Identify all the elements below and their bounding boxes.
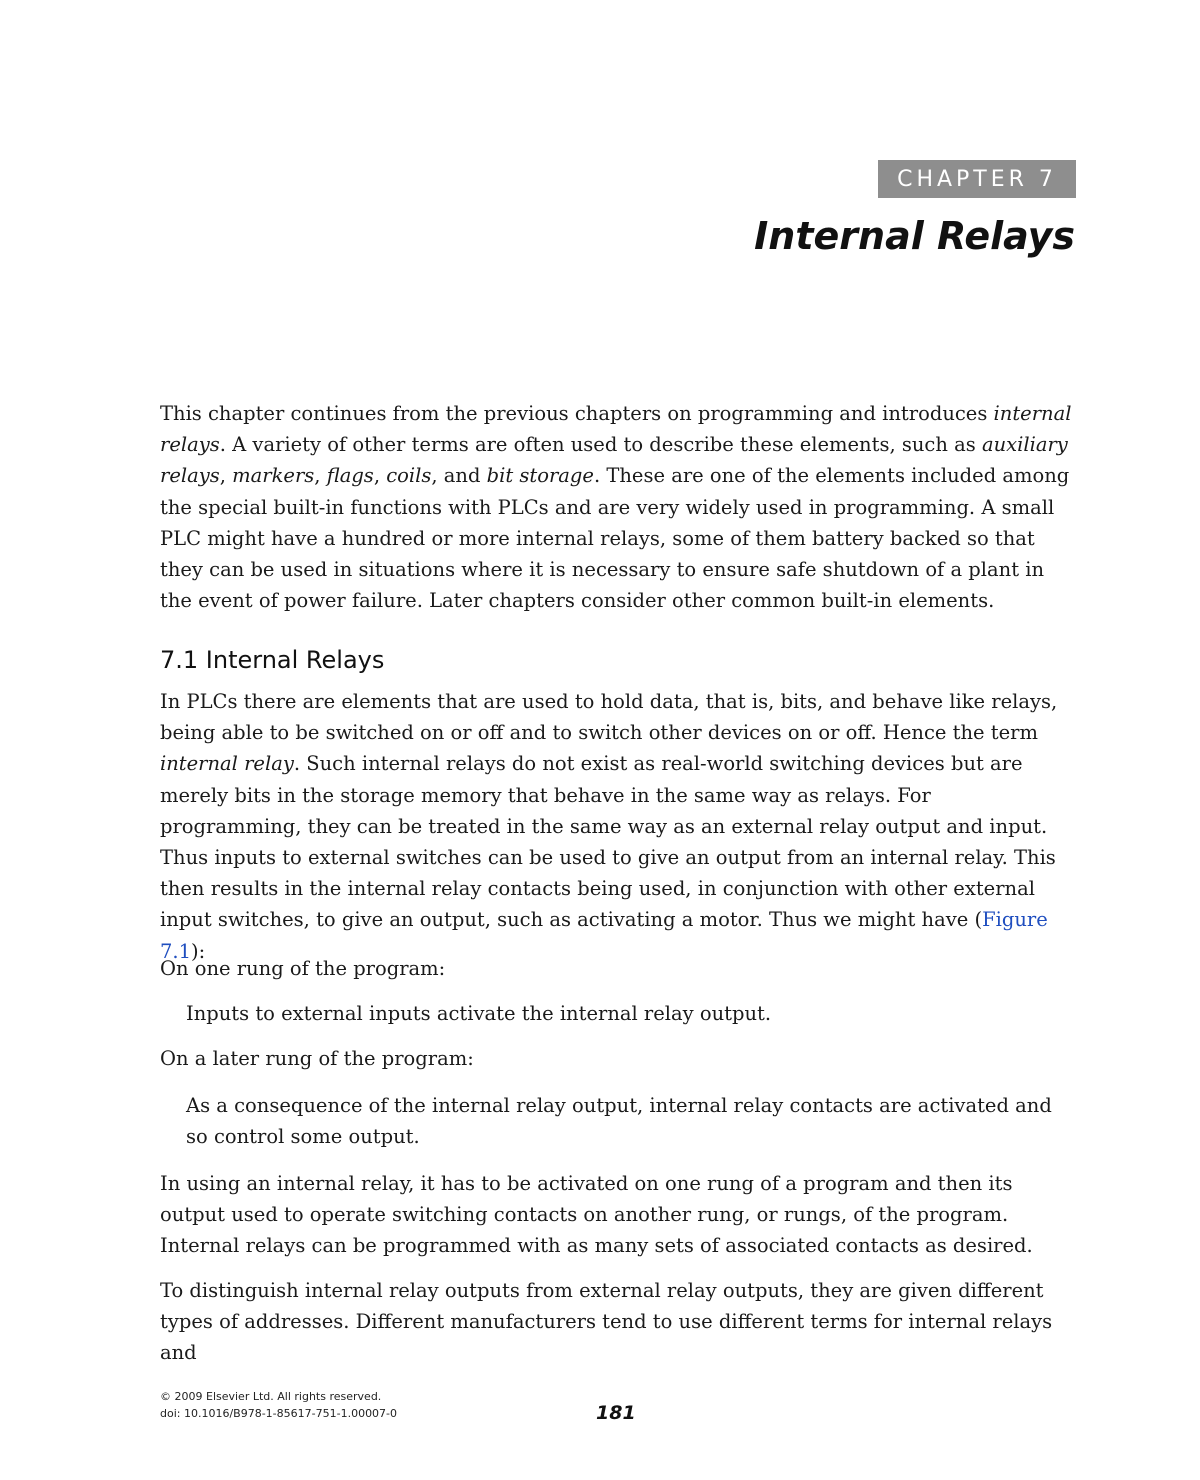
term-bit-storage: bit storage	[486, 464, 594, 488]
term-internal-relay: internal relay	[160, 752, 294, 776]
section-paragraph-2: In using an internal relay, it has to be activated on one rung of a program and then its output used to operate switching contacts on another rung, or rungs, of the program. Internal relays can be programmed with as many sets of associated contacts as desired.	[160, 1172, 1033, 1258]
rung2-label: On a later rung of the program:	[160, 1047, 474, 1070]
term-auxiliary-relays: auxiliary relays	[160, 433, 1068, 488]
rung1-text: Inputs to external inputs activate the internal relay output.	[186, 1002, 772, 1025]
term-internal-relays: internal relays	[160, 402, 1072, 457]
page-number: 181	[596, 1402, 636, 1424]
section-paragraph-3: To distinguish internal relay outputs from external relay outputs, they are given different types of addresses. Different manufacturers tend to use different terms for internal relays and	[160, 1279, 1053, 1365]
rung2-text: As a consequence of the internal relay output, internal relay contacts are activated and so control some output.	[186, 1094, 1052, 1149]
copyright-text: © 2009 Elsevier Ltd. All rights reserved.	[160, 1390, 382, 1403]
footer-copyright	[160, 1388, 397, 1422]
chapter-title: Internal Relays	[754, 214, 1075, 258]
rung1-label: On one rung of the program:	[160, 957, 446, 980]
section-paragraph-1: In PLCs there are elements that are used to hold data, that is, bits, and behave like relays, being able to be switched on or off and to switch other devices on or off. Hence the term internal relay. Such internal relays do not exist as real-world switching devices but are merely bits in the storage memory that behave in the same way as relays. For programming, they can be treated in the same way as an external relay output and input. Thus inputs to external switches can be used to give an output from an internal relay. This then results in the internal relay contacts being used, in conjunction with other external input switches, to give an output, such as activating a motor. Thus we might have (Figure 7.1):	[160, 690, 1058, 963]
term-flags: flags	[326, 464, 374, 488]
section-heading: 7.1 Internal Relays	[160, 646, 385, 674]
term-coils: coils	[386, 464, 432, 488]
chapter-label: CHAPTER 7	[878, 160, 1076, 198]
term-markers: markers	[232, 464, 315, 488]
figure-link[interactable]: Figure 7.1	[160, 908, 1048, 963]
intro-paragraph: This chapter continues from the previous chapters on programming and introduces internal relays. A variety of other terms are often used to describe these elements, such as auxiliary relays, markers, flags, coils, and bit storage. These are one of the elements included among the special built-in functions with PLCs and are very widely used in programming. A small PLC might have a hundred or more internal relays, some of them battery backed so that they can be used in situations where it is necessary to ensure safe shutdown of a plant in the event of power failure. Later chapters consider other common built-in elements.	[160, 402, 1072, 613]
doi-text: doi: 10.1016/B978-1-85617-751-1.00007-0	[160, 1407, 398, 1420]
